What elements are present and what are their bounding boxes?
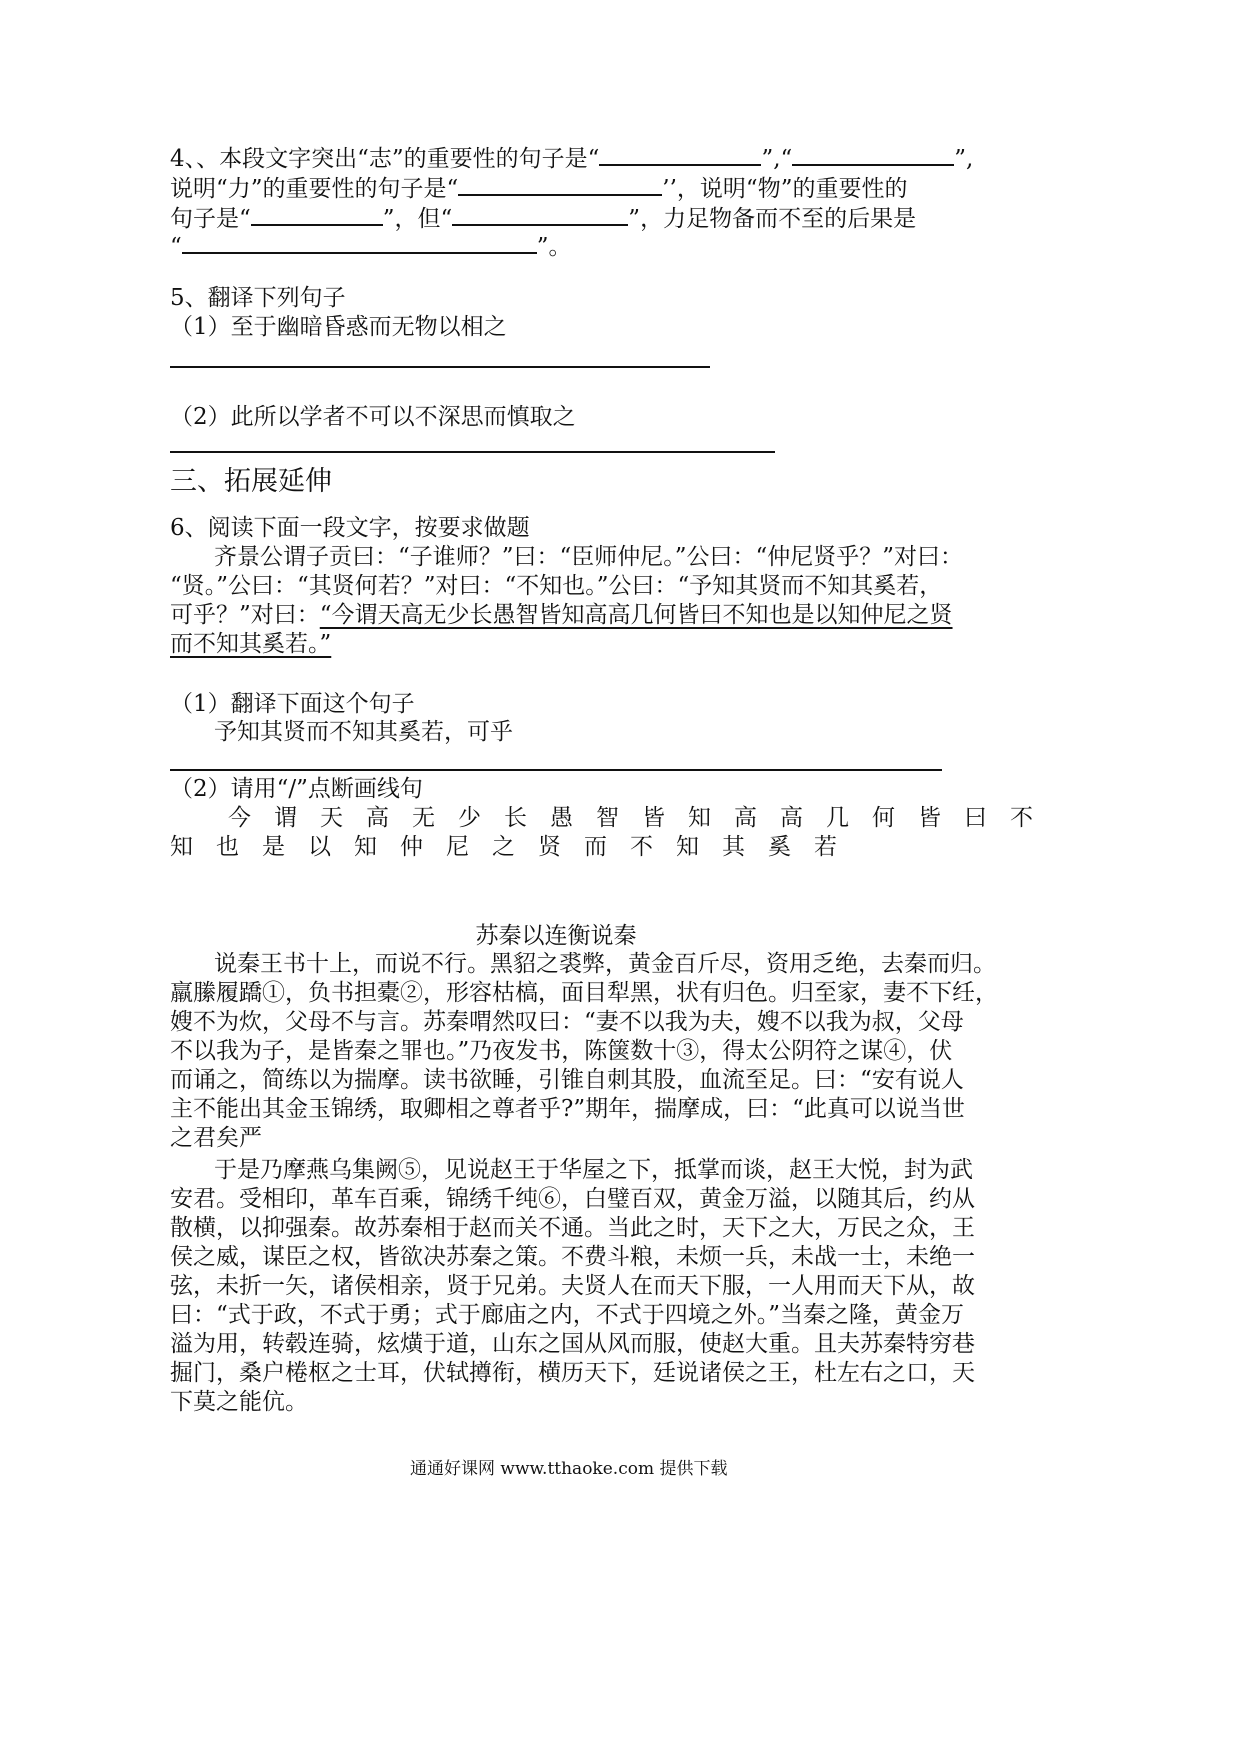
passage-line: 散横，以抑强秦。故苏秦相于赵而关不通。当此之时，天下之大，万民之众，王 [170,1215,975,1241]
answer-line[interactable] [170,769,942,771]
underlined-sentence: 而不知其奚若。” [170,631,332,657]
q4-zhi: 志 [368,146,392,172]
q4-text: ，但 [394,206,441,232]
q5-sentence-1: （1）至于幽暗昏惑而无物以相之 [170,314,507,340]
passage-line: 主不能出其金玉锦绣，取卿相之尊者乎?”期年，揣摩成，曰：“此真可以说当世 [170,1096,965,1122]
q4-line-1: 4、、本段文字突出“志”的重要性的句子是“ ”,“ ”, [170,140,973,174]
q4-line-2: 说明“力”的重要性的句子是“ ’’，说明“物”的重要性的 [170,170,907,204]
q6-para-line [170,629,331,659]
q6-sub1-text: 予知其贤而不知其奚若，可乎 [214,719,513,745]
answer-blank[interactable] [251,200,383,226]
q6-para-line: “贤。”公曰：“其贤何若？”对曰：“不知也。”公曰：“予知其贤而不知其奚若， [170,573,943,599]
passage-line: 嫂不为炊，父母不与言。苏秦喟然叹曰：“妻不以我为夫，嫂不以我为叔，父母 [170,1009,964,1035]
passage-line: 于是乃摩燕乌集阙⑤，见说赵王于华屋之下，抵掌而谈，赵王大悦，封为武 [214,1157,973,1183]
q4-text: 说明 [170,176,216,202]
q4-text: 4、、本段文字突出 [170,146,358,172]
passage-line: 掘门，桑户棬枢之士耳，伏轼撙衔，横历天下，廷说诸侯之王，杜左右之口，天 [170,1360,975,1386]
q6-para-line: 齐景公谓子贡曰：“子谁师？”曰：“臣师仲尼。”公曰：“仲尼贤乎？”对曰： [214,544,964,570]
answer-blank[interactable] [792,140,954,166]
answer-line[interactable] [170,366,710,368]
answer-blank[interactable] [458,170,662,196]
punctuation-line-2: 知也是以知仲尼之贤而不知其奚若 [170,834,860,860]
section-title: 三、拓展延伸 [170,466,332,497]
q4-text: 的重要性的句子是 [262,176,447,202]
passage-line: 下莫之能伉。 [170,1389,308,1415]
q6-text: 可乎？”对曰： [170,602,320,628]
passage-line: 安君。受相印，革车百乘，锦绣千纯⑥，白璧百双，黄金万溢，以随其后，约从 [170,1186,975,1212]
passage-line: 而诵之，简练以为揣摩。读书欲睡，引锥自刺其股，血流至足。曰：“安有说人 [170,1067,964,1093]
q5-title: 5、翻译下列句子 [170,285,346,311]
q4-wu: 物 [757,176,781,202]
footer-source: 通通好课网 www.tthaoke.com 提供下载 [410,1459,728,1479]
q6-title: 6、阅读下面一段文字，按要求做题 [170,515,530,541]
q4-line-3: 句子是“ ”，但“ ”，力足物备而不至的后果是 [170,200,916,234]
answer-blank[interactable] [452,200,628,226]
answer-line[interactable] [170,451,775,453]
answer-blank[interactable] [599,140,761,166]
passage-line: 之君矣严 [170,1125,262,1151]
q4-li: 力 [227,176,251,202]
q4-line-4: “ ”。 [170,228,572,262]
q4-text: 。 [548,234,572,260]
passage-line: 曰：“式于政，不式于勇；式于廊庙之内，不式于四境之外。”当秦之隆，黄金万 [170,1302,965,1328]
punctuation-line-1: 今谓天高无少长愚智皆知高高几何皆曰不 [228,805,1056,831]
passage-line: 弦，未折一矢，诸侯相亲，贤于兄弟。夫贤人在而天下服，一人用而天下从，故 [170,1273,975,1299]
q4-text: 的重要性的句子是 [403,146,588,172]
q5-sentence-2: （2）此所以学者不可以不深思而慎取之 [170,404,576,430]
passage-line: 不以我为子，是皆秦之罪也。”乃夜发书，陈箧数十③，得太公阴符之谋④，伏 [170,1038,953,1064]
passage-line: 说秦王书十上，而说不行。黑貂之裘弊，黄金百斤尽，资用乏绝，去秦而归。 [214,951,996,977]
q4-text: 句子是 [170,206,239,232]
answer-blank[interactable] [182,228,537,254]
passage-line: 溢为用，转毂连骑，炫熿于道，山东之国从风而服，使赵大重。且夫苏秦特穷巷 [170,1331,975,1357]
passage-title: 苏秦以连衡说秦 [475,923,637,949]
q6-para-line [170,600,953,630]
q6-sub2-title: （2）请用“/”点断画线句 [170,776,423,802]
underlined-sentence: “今谓天高无少长愚智皆知高高几何皆曰不知也是以知仲尼之贤 [319,602,953,628]
passage-line: 羸縢履蹻①，负书担橐②，形容枯槁，面目犁黑，状有归色。归至家，妻不下纴， [170,980,998,1006]
q4-text: 的重要性的 [792,176,908,202]
q4-text: ，说明 [676,176,746,202]
passage-line: 侯之威，谋臣之权，皆欲决苏秦之策。不费斗粮，未烦一兵，未战一士，未绝一 [170,1244,975,1270]
q4-text: ，力足物备而不至的后果是 [640,206,917,232]
q6-sub1-title: （1）翻译下面这个句子 [170,691,415,717]
